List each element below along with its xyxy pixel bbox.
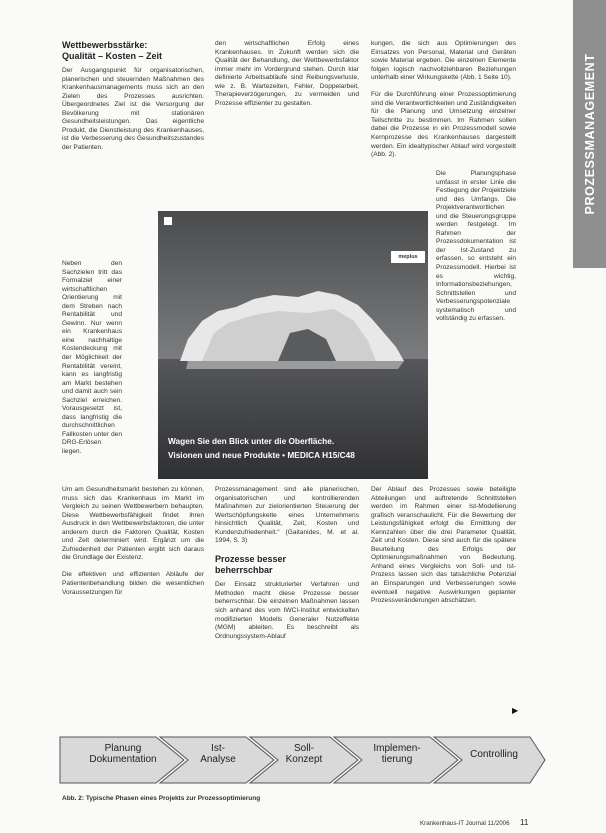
paragraph: Die Planungsphase umfasst in erster Linie die Festlegung der Projektziele und des Umfangs. Die Projektverantwortlichen und die Steuerungsgruppe werden festgelegt. Im Rahmen der Prozessdokumentation ist der Ist-Zustand zu erfassen, so entsteht ein Prozessmodell. Hierbei ist es wichtig, Informationsbeziehungen, Schnittstellen und Verbesserungspotenziale systematisch und vollständig zu erfassen. [436, 170, 516, 323]
section-heading-1: Wettbewerbsstärke: Qualität – Kosten – Zeit [62, 40, 163, 61]
column-2-top [215, 40, 359, 189]
paragraph: Der Einsatz strukturierter Verfahren und Methoden macht diese Prozesse besser beherrschbar. Die einzelnen Maßnahmen lassen sich anhand des vom IWCI-Institut entwickelten modifizierten Modells Generaler Nutzeffekte (MGM) ableiten. Es beschreibt als Ordnungssystem-Ablauf [215, 581, 359, 640]
paragraph: kungen, die sich aus Optimierungen des Einsatzes von Personal, Material und Geräten sowie Material ergeben. Die einzelnen Elemente folgen logisch nachvollziehbaren Beziehungen unterhalb einer Wirkungskette (Abb. 1 Seite 10). [371, 40, 516, 82]
paragraph: Die effektiven und effizienten Abläufe der Patientenbehandlung bilden die wesentlichen Voraussetzungen für [62, 571, 204, 596]
quote-paragraph: Prozessmanagement sind alle planerischen, organisatorischen und kontrollierenden Maßnahmen zur zielorientierten Steuerung der Wertschöpfungskette eines Unternehmens hinsichtlich Qualität, Zeit, Kosten und Kundenzufriedenheit.“ (Gaitanides, M. et al. 1994, S. 3) [215, 486, 359, 545]
column-3-wrap [436, 170, 516, 485]
continue-arrow-icon: ▶ [512, 706, 519, 715]
section-tab [573, 0, 606, 268]
step-planung: Planung Dokumentation [89, 743, 157, 765]
step-controlling: Controlling [470, 749, 518, 760]
step-ist-analyse: Ist- Analyse [200, 743, 236, 765]
step-implementierung: Implemen- tierung [373, 743, 421, 765]
paragraph: Für die Durchführung einer Prozessoptimierung sind die Verantwortlichkeiten und Zuständigkeiten für die Planung und Umsetzung einzelner Teilschritte zu bestimmen. Im Rahmen sollen dabei die Prozesse in ein Prozessmodell sowie Kernprozesse des Krankenhauses dargestellt werden. Ein idealtypischer Ablauf wird vorgestellt (Abb. 2). [371, 91, 516, 159]
page-footer: Krankenhaus-IT Journal 11/2006 [420, 820, 510, 827]
column-3-bottom [371, 486, 516, 614]
section-heading-2: Prozesse besser beherrschbar [215, 554, 287, 575]
page-number: 11 [520, 818, 529, 827]
ad-headline: Wagen Sie den Blick unter die Oberfläche. [168, 436, 335, 446]
ad-corner-mark [164, 217, 172, 225]
column-3-top [371, 40, 516, 159]
paragraph: den wirtschaftlichen Erfolg eines Krankenhauses. In Zukunft werden sich die Qualität der Behandlung, der Wettbewerbsfaktor immer mehr im Vordergrund stehen. Durch klar definierte Arbeitsabläufe sind Reibungsverluste, wie z. B. Wartezeiten, Fehler, Doppelarbeit, Therapieverzögerungen, zu vermeiden und Prozesse effizienter zu gestalten. [215, 40, 359, 107]
process-diagram [60, 731, 545, 789]
step-soll-konzept: Soll- Konzept [285, 743, 323, 765]
advertisement [158, 211, 428, 479]
paragraph: Der Ausgangspunkt für organisatorischen, planerischen und steuernden Maßnahmen des Krankenhausmanagements muss sich an den Zielen des Prozesses ausrichten. Übergeordnetes Ziel ist die Versorgung der Bevölkerung mit stationären Gesundheitsleistungen. Das eigentliche Produkt, die Dienstleistung des Krankenhauses, ist die Verbesserung des Gesundheitszustandes der Patienten. [62, 67, 204, 151]
paragraph: Der Ablauf des Prozesses sowie beteiligte Abteilungen und auftretende Schnittstellen werden im Rahmen einer Ist-Modellierung grafisch veranschaulicht. Für die Bewertung der Leistungsfähigkeit erfolgt die Ermittlung der Kennzahlen über die drei Parameter Qualität, Zeit und Kosten. Diese sind auch für die spätere Beurteilung des Erfolgs der Optimierungsmaßnahmen von Bedeutung. Anhand eines Vergleichs von Soll- und Ist-Prozess lassen sich das tatsächliche Potenzial an Einsparungen und Verbesserungen sowie eventuell negative Auswirkungen geplanter Prozessveränderungen abschätzen. [371, 486, 516, 605]
column-1-bottom [62, 486, 204, 606]
figure-caption: Abb. 2: Typische Phasen eines Projekts zur Prozessoptimierung [62, 795, 261, 802]
ad-brand-logo: meplus [391, 251, 425, 263]
ad-subline: Visionen und neue Produkte • MEDICA H15/C48 [168, 450, 355, 460]
column-1-wrap [62, 260, 122, 487]
paragraph: Um am Gesundheitsmarkt bestehen zu können, muss sich das Krankenhaus im Markt im Vergleich zu seinen Wettbewerbern behaupten. Diese Wettbewerbsfähigkeit findet ihren Ausdruck in den Wettbewerbsfaktoren, die unter anderem durch die Faktoren Qualität, Kosten und Zeit determiniert wird. Ergänzt um die Zufriedenheit der Patienten ergibt sich daraus die Grundlage der Existenz. [62, 486, 204, 562]
paragraph: Neben den Sachzielen tritt das Formalziel einer wirtschaftlichen Orientierung mit dem Streben nach Rentabilität und Gewinn. Nur wenn ein Krankenhaus eine nachhaltige Kostendeckung mit der Möglichkeit der Rentabilität vereint, kann es langfristig am Markt bestehen und damit auch sein Sachziel erreichen. Vorausgesetzt ist, dass langfristig die durchschnittlichen Fallkosten unter den DRG-Erlösen liegen. [62, 260, 122, 456]
column-2-bottom [215, 486, 359, 650]
section-tab-label: PROZESSMANAGEMENT [582, 53, 597, 215]
